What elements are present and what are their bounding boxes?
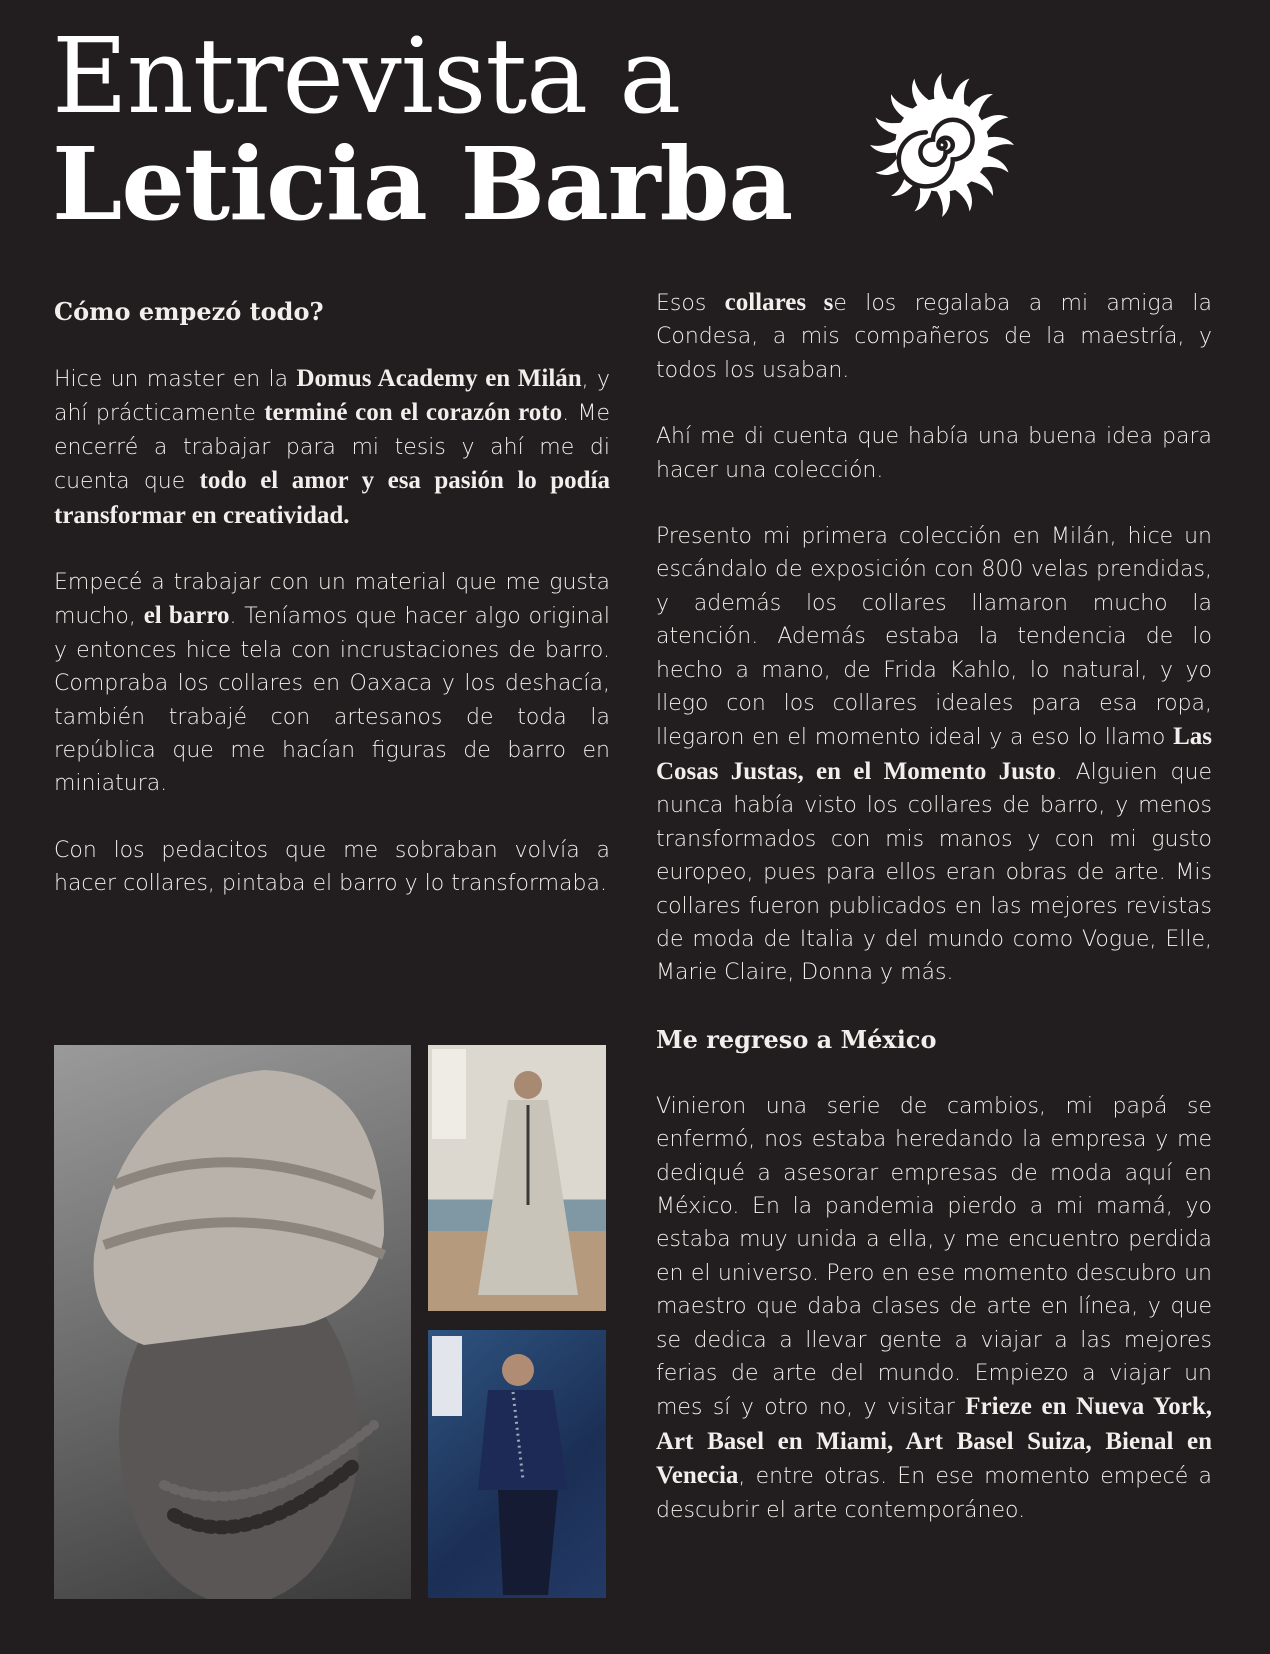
sun-spiral-icon <box>852 55 1032 235</box>
page-title <box>52 15 793 243</box>
text-run: Hice un master en la <box>54 367 297 392</box>
photo-magazine-blue-outfit <box>428 1330 606 1598</box>
bold-run: todo el amor y esa pasión lo podía transformar en creatividad. <box>54 467 611 529</box>
text-run: Vinieron una serie de cambios, mi papá se enfermó, nos estaba heredando la empresa y me dediqué a asesorar empresas de moda aquí en México. En la pandemia pierdo a mi mamá, yo estaba muy unida a ella, y me encuentro perdida en el universo. Pero en ese momento descubro un maestro que daba clases de arte en línea, y que se dedica a llevar gente a viajar a las mejores ferias de arte del mundo. Empiezo a viajar un mes sí y otro no, y visitar <box>656 1093 1212 1421</box>
text-run: . Alguien que nunca había visto los collares de barro, y menos transformados con mis manos y con mi gusto europeo, pues para ellos eran obras de arte. Mis collares fueron publicados en las mejores revistas de moda de Italia y del mundo como Vogue, Elle, Marie Claire, Donna y más. <box>656 759 1212 986</box>
paragraph <box>656 1090 1212 1527</box>
title-line-2: Leticia Barba <box>52 125 793 243</box>
text-run: Presento mi primera colección en Milán, hice un escándalo de exposición con 800 velas prendidas, y además los collares llamaron mucho la atención. Además estaba la tendencia de lo hecho a mano, de Frida Kahlo, lo natural, y yo llego con los collares ideales para esa ropa, llegaron en el momento ideal y a eso lo llamo <box>656 524 1212 751</box>
bold-run: el barro <box>143 602 230 630</box>
photo-model-clay-headpiece <box>54 1045 411 1599</box>
text-run: , y ahí prácticamente <box>54 367 611 427</box>
paragraph <box>54 566 610 801</box>
photo-magazine-desert-dress <box>428 1045 606 1311</box>
paragraph <box>54 362 610 533</box>
bold-run: collares s <box>724 289 834 316</box>
text-run: . Me encerré a trabajar para mi tesis y ahí me di cuenta que <box>54 401 610 495</box>
paragraph <box>656 286 1212 387</box>
paragraph: Con los pedacitos que me sobraban volvía a hacer collares, pintaba el barro y lo transformaba. <box>54 837 610 897</box>
bold-run: Frieze en Nueva York, Art Basel en Miami, Art Basel Suiza, Bienal en Venecia <box>656 1393 1212 1490</box>
paragraph <box>656 520 1212 990</box>
left-column <box>54 295 610 934</box>
text-run: e los regalaba a mi amiga la Condesa, a mis compañeros de la maestría, y todos los usaban. <box>656 291 1212 383</box>
bold-run: Domus Academy en Milán <box>296 365 582 392</box>
bold-run: Las Cosas Justas, en el Momento Justo <box>656 723 1212 785</box>
title-line-1: Entrevista a <box>52 15 681 137</box>
text-run: Empecé a trabajar con un material que me gusta mucho, <box>54 570 610 630</box>
text-run: . Teníamos que hacer algo original y entonces hice tela con incrustaciones de barro. Compraba los collares en Oaxaca y los deshacía, también trabajé con artesanos de toda la república que me hacían figuras de barro en miniatura. <box>54 604 611 797</box>
right-column <box>656 286 1212 1560</box>
text-run: Esos <box>656 291 725 316</box>
paragraph: Ahí me di cuenta que había una buena idea para hacer una colección. <box>656 424 1212 483</box>
section-heading-mexico: Me regreso a México <box>656 1024 937 1054</box>
section-heading-start: Cómo empezó todo? <box>54 297 324 326</box>
text-run: , entre otras. En ese momento empecé a descubrir el arte contemporáneo. <box>656 1464 1212 1523</box>
bold-run: terminé con el corazón roto <box>264 399 563 427</box>
